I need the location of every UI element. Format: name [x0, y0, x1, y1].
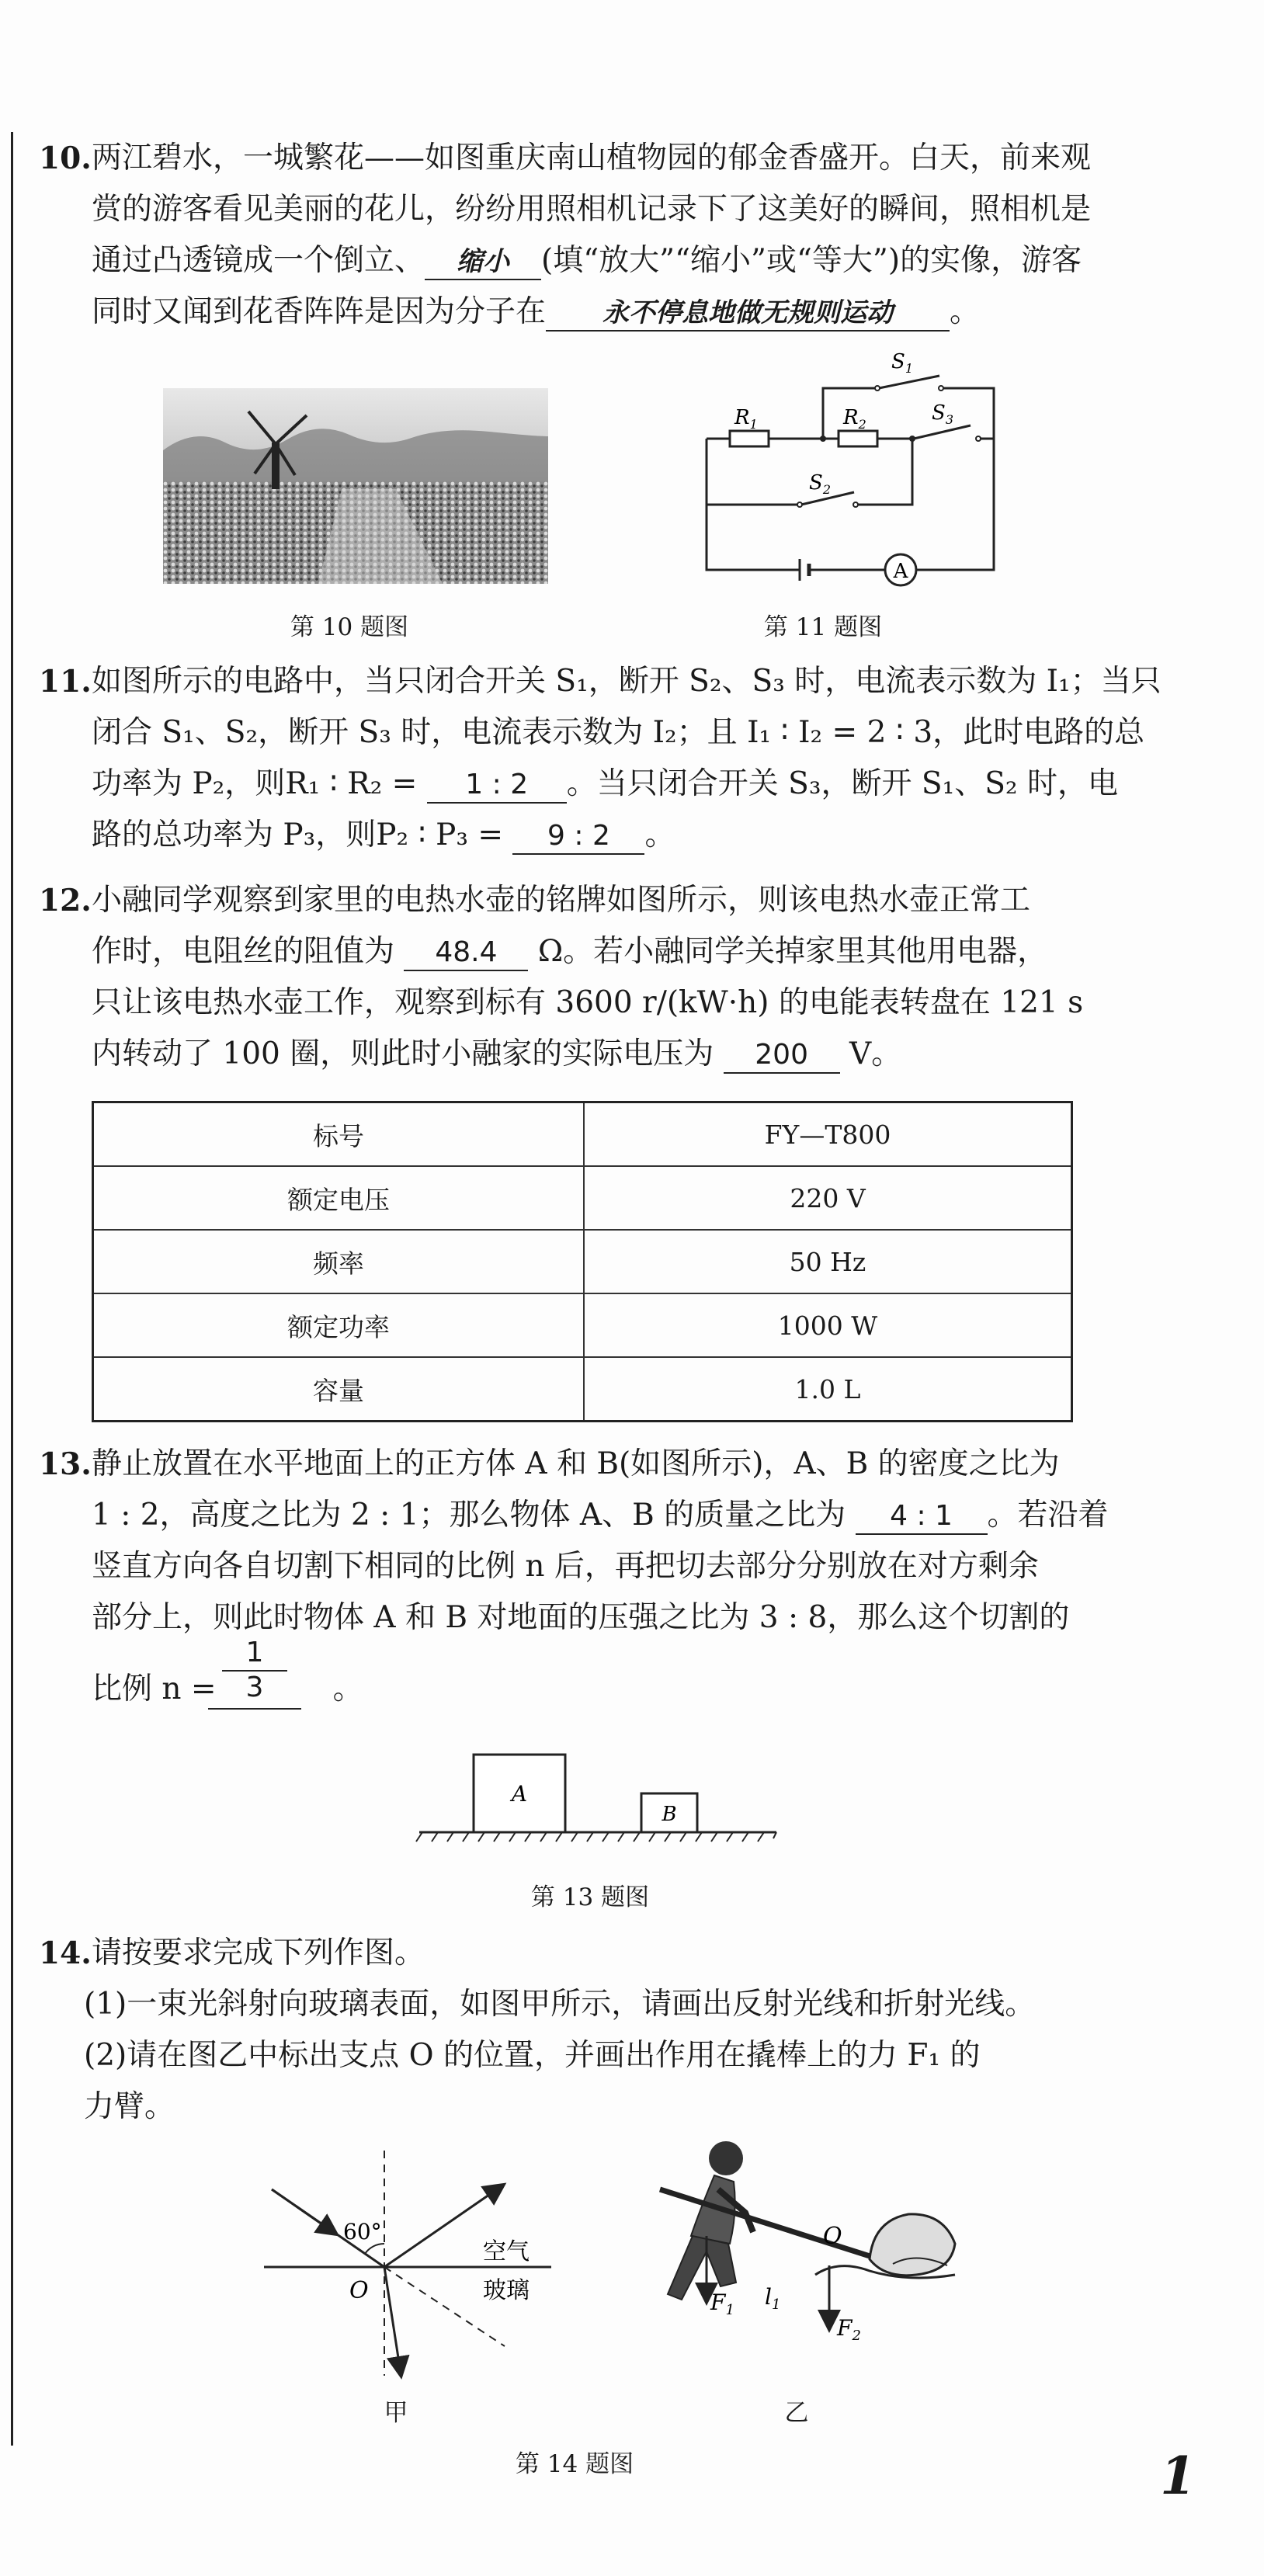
- q10-line1: 两江碧水，一城繁花——如图重庆南山植物园的郁金香盛开。白天，前来观: [92, 141, 1092, 175]
- q10-line3: 通过凸透镜成一个倒立、 缩小 (填“放大”“缩小”或“等大”)的实像，游客: [92, 241, 1082, 281]
- q13-line4: 部分上，则此时物体 A 和 B 对地面的压强之比为 3 : 8，那么这个切割的: [92, 1600, 1070, 1635]
- q13-line3: 竖直方向各自切割下相同的比例 n 后，再把切去部分分别放在对方剩余: [92, 1549, 1039, 1584]
- q13-line5: 比例 n = 。: [92, 1672, 363, 1706]
- page-number: 1: [1160, 2446, 1196, 2506]
- q13-number: 13.: [39, 1446, 92, 1482]
- q14-line4: 力臂。: [84, 2089, 175, 2124]
- q13-answer2-fraction: 1 3: [208, 1637, 301, 1710]
- q12-answer1: 48.4: [404, 936, 528, 971]
- left-margin-rule: [11, 132, 13, 2446]
- q12-line4: 内转动了 100 圈，则此时小融家的实际电压为 200 V。: [92, 1034, 901, 1074]
- table-row: 容量 1.0 L: [93, 1357, 1072, 1422]
- fig-a-light-refraction: [256, 2143, 582, 2399]
- q13-line2: 1 : 2，高度之比为 2 : 1；那么物体 A、B 的质量之比为 4 : 1 。若沿着: [92, 1495, 1109, 1536]
- q11-answer2: 9 : 2: [512, 819, 644, 855]
- nameplate-table: [92, 1101, 1073, 1422]
- ammeter-label: A: [893, 560, 908, 583]
- q11-figure-caption: 第 11 题图: [763, 613, 883, 641]
- lever-arm-l1-label: l: [765, 2284, 772, 2310]
- force-f1-label: F: [710, 2290, 726, 2315]
- q13-line1: 静止放置在水平地面上的正方体 A 和 B(如图所示)，A、B 的密度之比为: [92, 1446, 1060, 1481]
- svg-text:R2: $R_2$: [843, 406, 866, 432]
- q10-number: 10.: [39, 141, 92, 176]
- q14-line3: (2)请在图乙中标出支点 O 的位置，并画出作用在撬棒上的力 F₁ 的: [84, 2038, 981, 2073]
- air-label: 空气: [483, 2238, 530, 2265]
- q13-answer1: 4 : 1: [856, 1499, 988, 1535]
- q10-figure-caption: 第 10 题图: [290, 613, 409, 641]
- svg-text:S2: $S_2$: [809, 471, 831, 497]
- q11-line3: 功率为 P₂，则R₁ ∶ R₂ = 1 : 2 。当只闭合开关 S₃，断开 S₁、S₂ 时，电: [92, 764, 1118, 804]
- q13-figure-caption: 第 13 题图: [530, 1883, 650, 1911]
- q14-figure-caption: 第 14 题图: [515, 2450, 634, 2478]
- q12-line1: 小融同学观察到家里的电热水壶的铭牌如图所示，则该电热水壶正常工: [92, 883, 1031, 918]
- glass-label: 玻璃: [483, 2277, 530, 2304]
- table-row: 频率 50 Hz: [93, 1230, 1072, 1293]
- q12-answer2: 200: [724, 1038, 840, 1074]
- q10-line2: 赏的游客看见美丽的花儿，纷纷用照相机记录下了这美好的瞬间，照相机是: [92, 192, 1092, 227]
- point-o-label: O: [349, 2277, 369, 2304]
- table-row: 额定功率 1000 W: [93, 1293, 1072, 1357]
- table-row: 额定电压 220 V: [93, 1166, 1072, 1230]
- force-f2-label: F: [837, 2315, 853, 2341]
- fulcrum-o-label: O: [823, 2223, 842, 2250]
- q12-line3: 只让该电热水壶工作，观察到标有 3600 r/(kW·h) 的电能表转盘在 121 s: [92, 985, 1084, 1020]
- q13-blocks-diagram: [411, 1747, 784, 1848]
- q12-number: 12.: [39, 883, 92, 918]
- q11-circuit-diagram: [683, 342, 1025, 598]
- svg-text:F1: $F_1$: [710, 2290, 734, 2318]
- q14-line2: (1)一束光斜射向玻璃表面，如图甲所示，请画出反射光线和折射光线。: [84, 1987, 1036, 2022]
- angle-label: 60°: [343, 2219, 382, 2244]
- q14-number: 14.: [39, 1935, 92, 1971]
- tulip-field-photo: [163, 388, 548, 584]
- fig-b-name: 乙: [784, 2399, 809, 2427]
- block-b-label: B: [662, 1803, 677, 1826]
- fig-b-crowbar: [637, 2127, 963, 2376]
- q11-line2: 闭合 S₁、S₂，断开 S₃ 时，电流表示数为 I₂；且 I₁ ∶ I₂ = 2 ∶ 3，此时电路的总: [92, 715, 1145, 750]
- fig-a-name: 甲: [384, 2399, 408, 2427]
- q12-line2: 作时，电阻丝的阻值为 48.4 Ω。若小融同学关掉家里其他用电器，: [92, 932, 1047, 972]
- svg-text:S1: $S_1$: [891, 350, 913, 376]
- svg-text:R1: $R_1$: [734, 406, 758, 432]
- block-a-label: A: [511, 1781, 528, 1807]
- q10-answer1: 缩小: [425, 245, 541, 280]
- q10-answer2: 永不停息地做无规则运动: [546, 296, 950, 332]
- q14-line1: 请按要求完成下列作图。: [92, 1935, 425, 1970]
- svg-text:l1: $l_1$: [765, 2284, 781, 2313]
- q11-number: 11.: [39, 664, 92, 700]
- table-row: 标号 FY—T800: [93, 1102, 1072, 1167]
- q11-answer1: 1 : 2: [427, 768, 567, 804]
- svg-text:S3: $S_3$: [932, 401, 953, 427]
- q11-line4: 路的总功率为 P₃，则P₂ ∶ P₃ = 9 : 2 。: [92, 815, 675, 856]
- q11-line1: 如图所示的电路中，当只闭合开关 S₁，断开 S₂、S₃ 时，电流表示数为 I₁；当只: [92, 664, 1162, 699]
- svg-text:F2: $F_2$: [837, 2315, 861, 2344]
- q10-line4: 同时又闻到花香阵阵是因为分子在 永不停息地做无规则运动 。: [92, 292, 980, 332]
